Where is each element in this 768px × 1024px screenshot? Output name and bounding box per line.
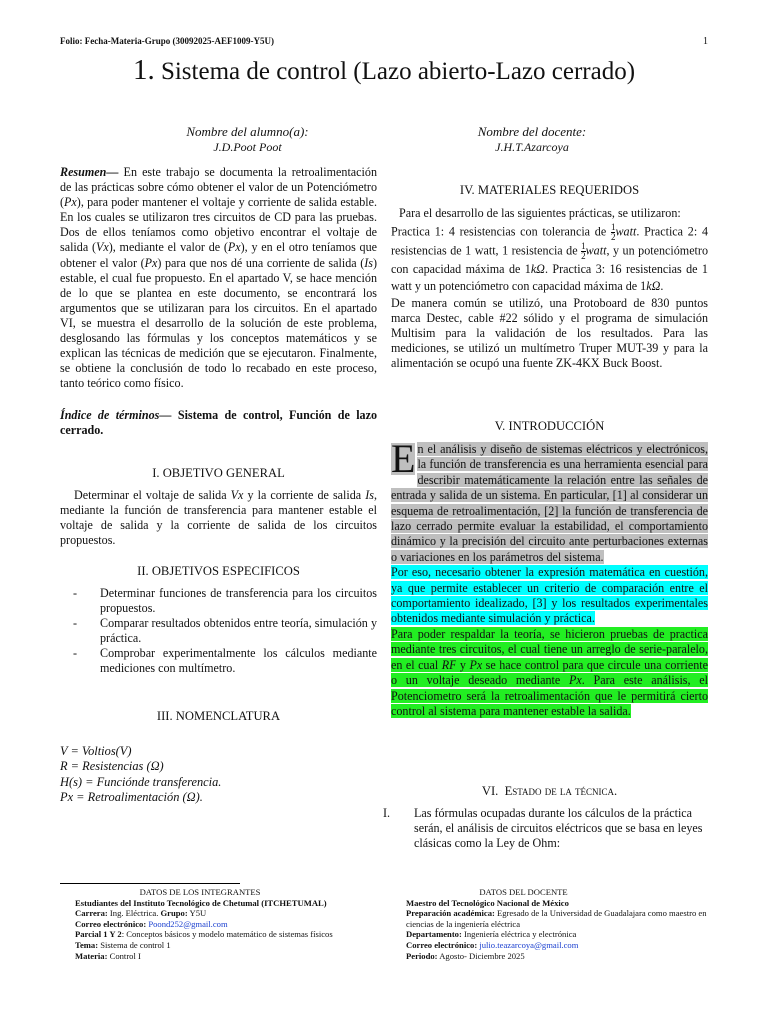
teacher-email-link[interactable]: julio.teazarcoya@gmail.com xyxy=(479,939,579,950)
intro-paragraph-2: Por eso, necesario obtener la expresión matemática en cuestión, ya que permite establecer un criterio de comparación entre el comportamiento idealizado, [3] y los resultados experimentales obtenidos mediante simulación y práctica. xyxy=(391,565,708,626)
section-2-heading: II. OBJETIVOS ESPECIFICOS xyxy=(137,564,300,578)
materials-practices: Practica 1: 4 resistencias con tolerancia de $\frac{1}{2}$ watt. Practica 2: 4 resistencias de 1 watt, 1 resistencia de $\frac{1}{2}$ watt, y un potenciómetro con capacidad máxima de 1kΩ. Practica 3: 16 resistencias de 1 watt y un potenciómetro con capacidad máxima de 1kΩ. xyxy=(391,221,708,293)
fraction: $\frac{1}{2}$ xyxy=(610,221,616,242)
intro-paragraph-3: Para poder respaldar la teoría, se hicieron pruebas de practica mediante tres circuitos, el cual tiene un arreglo de serie-paralelo, en el cual RF y Px se hace control para que circule una corriente o un voltaje deseado mediante Px. Para este análisis, el Potenciometro será la retroalimentación que le permitirá cierto control al sistema para mantener estable la salida. xyxy=(391,626,709,718)
materials-common: De manera común se utilizó, una Protoboard de 830 puntos marca Destec, cable #22 sólido y el programa de simulación Multisim para la validación de los resultados. Para las mediciones, se utilizó un multímetro Truper MUT-39 y para la alimentación se ocupó una fuente ZK-4KX Buck Boost. xyxy=(391,295,708,370)
intro-paragraph-1: E n el análisis y diseño de sistemas eléctricos y electrónicos, la función de transferencia es una herramienta esencial para describir matemáticamente la relación entre las señales de entrada y salida de un sistema. En particular, [1] al considerar un esquema de retroalimentación, [2] la función de transferencia de lazo cerrado permite evaluar la estabilidad, el comportamiento dinámico y la precisión del circuito ante perturbaciones externas o variaciones en los parámetros del sistema. xyxy=(391,436,708,564)
teacher-label: Nombre del docente: xyxy=(477,124,587,139)
fraction: $\frac{1}{2}$ xyxy=(581,240,586,261)
index-terms-label: Índice de términos— xyxy=(60,408,172,422)
section-1-body: Determinar el voltaje de salida Vx y la corriente de salida Is, mediante la función de transferencia para mantener estable el voltaje de salida y la corriente de salida de los circuitos propuestos. xyxy=(60,488,377,548)
section-5-heading: V. INTRODUCCIÓN xyxy=(494,419,605,433)
student-name: J.D.Poot Poot xyxy=(213,140,282,154)
paper-title xyxy=(0,54,768,87)
nomenclature-item: V = Voltios(V) xyxy=(60,744,132,758)
list-item: - Comparar resultados obtenidos entre teoría, simulación y práctica. xyxy=(73,616,377,646)
section-3-heading: III. NOMENCLATURA xyxy=(156,709,281,723)
objectives-list xyxy=(60,586,377,677)
abstract: Resumen— En este trabajo se documenta la retroalimentación de las prácticas sobre cómo obtener el valor de un Potenciómetro (Px), para poder mantener el voltaje y corriente de salida estable. En los cuales se utilizaron tres circuitos de CD para las pruebas. Dos de ellos teníamos como objetivo encontrar el voltaje de salida (Vx), mediante el valor de (Px), y en el otro teníamos que obtener el valor (Px) para que nos dé una corriente de salida (Is) estable, el cual fue propuesto. En el apartado V, se hace mención de lo que se plantea en este documento, se encontrará los argumentos que se utilizaran para los circuitos. En el apartado VI, se muestra el desarrollo de la solución de este problema, desglosando las fórmulas y los conceptos matemáticos y se explican las técnicas de medición que se ejecutaron. Finalmente, se obtiene la conclusión de todo lo recabado en este proceso, tanto teórico como físico. xyxy=(60,165,377,391)
student-label: Nombre del alumno(a): xyxy=(186,124,309,139)
footer-students: DATOS DE LOS INTEGRANTES Estudiantes del Instituto Tecnológico de Chetumal (ITCHETUMAL) Carrera: Ing. Eléctrica. Grupo: Y5U Correo electrónico: Poond252@gmail.com Parcial 1 Y 2: Conceptos básicos y modelo matemático de sistemas físicos Tema: Sistema de control 1 Materia: Control I xyxy=(75,887,333,961)
drop-cap: E xyxy=(391,436,416,481)
nomenclature xyxy=(60,744,377,805)
index-terms: Índice de términos— Sistema de control, Función de lazo cerrado. xyxy=(60,408,378,438)
list-item: - Determinar funciones de transferencia para los circuitos propuestos. xyxy=(73,586,377,616)
title-text: Sistema de control (Lazo abierto-Lazo cerrado) xyxy=(160,58,636,85)
footer-teacher: DATOS DEL DOCENTE Maestro del Tecnológico Nacional de México Preparación académica: Egresado de la Universidad de Guadalajara como maestro en ciencias de la ingeniería eléctrica Departamento: Ingeniería eléctrica y electrónica Correo electrónico: julio.teazarcoya@gmail.com Periodo: Agosto- Diciembre 2025 xyxy=(406,887,707,961)
footer-students-heading: DATOS DE LOS INTEGRANTES xyxy=(139,887,261,897)
nomenclature-item: H(s) = Funciónde transferencia. xyxy=(60,774,222,789)
section-6-heading: VI. Estado de la técnica. xyxy=(481,784,618,798)
item-number: I. xyxy=(383,806,391,820)
nomenclature-item: Px = Retroalimentación (Ω). xyxy=(60,789,203,804)
footer-rule xyxy=(60,883,240,884)
section-6-item: I. Las fórmulas ocupadas durante los cálculos de la práctica serán, el análisis de circuitos eléctricos que se basa en leyes clásicas como la Ley de Ohm: xyxy=(383,806,703,851)
abstract-label: Resumen— xyxy=(60,165,119,179)
section-4-body xyxy=(391,205,708,371)
materials-intro: Para el desarrollo de las siguientes prácticas, se utilizaron: xyxy=(399,206,681,220)
student-email-link[interactable]: Poond252@gmail.com xyxy=(148,918,228,929)
footer-teacher-heading: DATOS DEL DOCENTE xyxy=(479,887,568,897)
section-1-heading: I. OBJETIVO GENERAL xyxy=(152,466,285,480)
list-item: - Comprobar experimentalmente los cálculos mediante mediciones con multímetro. xyxy=(73,646,377,676)
nomenclature-item: R = Resistencias (Ω) xyxy=(60,759,164,774)
folio: Folio: Fecha-Materia-Grupo (30092025-AEF1009-Y5U) xyxy=(60,36,274,46)
teacher-name: J.H.T.Azarcoya xyxy=(495,140,569,154)
section-5-body xyxy=(391,436,709,719)
page-number: 1 xyxy=(703,36,708,47)
section-4-heading: IV. MATERIALES REQUERIDOS xyxy=(459,183,640,197)
title-number: 1. xyxy=(132,54,155,86)
